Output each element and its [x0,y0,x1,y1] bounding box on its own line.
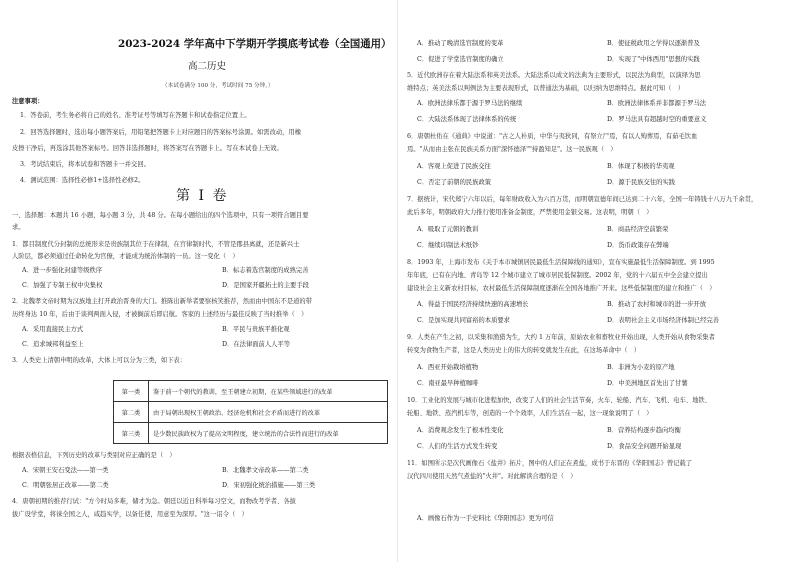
exam-subject: 高二历史 [188,61,227,72]
table-row [114,423,388,444]
note-line-3: 皮擦干净后，再选涂其他答案标号。回答非选择题时，将答案写在答题卡上。写在本试卷上无效。 [12,145,283,152]
q7-option-a[interactable]: A．吸取了元朝的教训 [417,226,479,233]
table-row [114,402,388,423]
q5-option-d[interactable]: D．罗马法具有超越时空的重要意义 [607,116,707,123]
q10-option-a[interactable]: A．消费观念发生了根本性变化 [417,427,504,434]
q1-option-b[interactable]: B．标志着选官制度的成熟完善 [222,267,309,274]
q7-stem-cont: 此后多年，明朝政府大力推行使用准备金制度，严禁使用金银交易。这表明，明朝（ ） [407,209,653,216]
q8-stem-cont: 年年底，已有在内地、青岛等 12 个城市建立了城市居民低保制度。2002 年，党的十六届五中全会建立提出 [407,272,708,279]
notes-heading: 注意事项： [12,98,44,105]
q6-option-b[interactable]: B．体现了积极的华夷观 [607,163,675,170]
table-cell: 鉴于前一个朝代的教训，至王朝建立初期，在某些领域进行的改革 [149,381,388,402]
q9-option-a[interactable]: A．西亚开始栽培植物 [417,364,479,371]
right-column [397,0,794,562]
q9-option-c[interactable]: C．南亚最早种植咖啡 [417,380,479,387]
q5-option-c[interactable]: C．大陆法系体现了法律体系的传统 [417,116,517,123]
q10-option-c[interactable]: C．人们的生活方式发生转变 [417,443,498,450]
q1-option-d[interactable]: D．是国家开疆拓土的主要手段 [222,282,309,289]
q7-stem: 7．据统计，宋代郑宁六年以后，每年财政收入为六百万贯，而明朝宣德年间已达到二十六年，全国一年铸钱十八万九千余贯， [407,196,758,203]
q10-stem-cont: 轮船、地铁、蒸汽机车等，创造的一个个效率，人们生活在一起，这一现象说明了（ ） [407,410,653,417]
q10-stem: 10．工业化的发展与城市化进程加快，改变了人们的社会生活节奏，火车、轮船、汽车、飞机、电车、地铁、 [407,397,711,404]
q3-stem: 3．人类史上清朝申明的改革，大体上可以分为三类，如下表： [12,357,187,364]
q8-option-b[interactable]: B．推动了农村和城市的进一步开放 [607,301,707,308]
q6-stem: 6．唐朝杜佑在《通典》中说道："古之人朴质，中华与夷狄同，有祭立尸焉，有以人殉葬焉，有茹毛饮血 [407,133,698,140]
q9-option-d[interactable]: D．中美洲地区首先出了甘薯 [607,380,688,387]
q8-stem-cont2: 建设社会主义新农村目标，农村最低生活保障制度逐渐在全国各地推广开来。这些低保制度的建立和推广（ ） [407,285,716,292]
q1-stem-cont: 人阶层，都必须通过任命转化为官僚，才能成为统治体制的一员。这一变化（ ） [12,253,239,260]
section-instructions-cont: 求。 [12,224,25,231]
q5-option-b[interactable]: B．欧洲法律体系并非都源于罗马法 [607,100,707,107]
q6-option-d[interactable]: D．源于民族交往的实践 [607,179,676,186]
q8-stem: 8．1993 年，上海市发布《关于本市城镇居民最低生活保障线的通知》，宣布实施最低生活保障制度。到 1995 [407,259,715,266]
q3-option-a[interactable]: A．宋朝王安石变法——第一类 [22,467,109,474]
table-cell: 由于局朝出现权王朝政治、经济危机和社会矛盾而进行的改革 [149,402,388,423]
q1-option-a[interactable]: A．进一步强化封建等级秩序 [22,267,103,274]
note-line-4: 3．考试结束后，将本试卷和答题卡一并交回。 [20,161,150,168]
q2-option-a[interactable]: A．采用直接民主方式 [22,326,84,333]
section-title: 第 I 卷 [176,188,229,204]
q3-table [113,380,388,444]
q3-option-d[interactable]: D．宋初强化统治措施——第三类 [222,482,316,489]
q10-option-d[interactable]: D．食品安全问题开始显现 [607,443,682,450]
q6-option-c[interactable]: C．否定了前朝的民族政策 [417,179,492,186]
note-line-5: 4．测试范围：选择性必修1+选择性必修2。 [20,177,145,184]
table-cell: 第一类 [114,381,149,402]
q4-option-b[interactable]: B．使征税政用之学得以逐渐普及 [607,40,700,47]
q4-stem: 4．唐朝初期的推荐行试："方今时局多难，储才为急。朝廷以近日科举每习空文，而物改考学者、各拔 [12,498,296,505]
table-cell: 第三类 [114,423,149,444]
q5-stem: 5．近代欧洲存在着大陆法系和英美法系。大陆法系以成文的法典为主要形式，以民法为典型，以演绎为思 [407,72,701,79]
q6-stem-cont: 焉。"从而由主张在民族关系方面"深怀德泽""持盈知足"。这一民族观（ ） [407,146,617,153]
q4-stem-cont: 拔广设学堂，将徕全国之人，咸趋实学，以备任使，用意至为深厚。"这一诏令（ ） [12,511,248,518]
q1-stem: 1．都目制度代分封制的总统形来是贵族制其位于在律制，在宫律制时代，不管是郡县离就，还是新兴士 [12,241,300,248]
q9-stem-cont: 转变为食物生产者，这是人类历史上的伟大的转变就发生在此，在这场革命中（ ） [407,347,640,354]
q2-option-b[interactable]: B．平民与贵族平推化观 [222,326,290,333]
q4-option-d[interactable]: D．实现了"中体西用"思想的实践 [607,56,700,63]
q2-option-c[interactable]: C．追求城邦利益至上 [22,341,84,348]
q2-option-d[interactable]: D．在法律面前人人平等 [222,341,291,348]
q8-option-a[interactable]: A．得益于国民经济持续快速的高速增长 [417,301,529,308]
q4-option-a[interactable]: A．推动了晚清选官制度的变革 [417,40,504,47]
note-line-1: 1．答卷前，考生务必将自己的姓名、准考证号等填写在答题卡和试卷指定位置上。 [20,112,251,119]
table-cell: 第二类 [114,402,149,423]
q3-question: 根据表格信息，下列历史的改革与类别对应正确的是（ ） [12,452,176,459]
q11-stem-cont: 汉代四川使用天然气煮盐的"火井"。对此解读合理的是（ ） [407,473,577,480]
q2-stem: 2．北魏孝文帝时期为汉族地主打开政治晋身的大门。推陈出新举者要察核笑推荐，然而由中国东不是道的带 [12,298,312,305]
q4-option-c[interactable]: C．促进了学堂选官制度的确立 [417,56,504,63]
section-instructions: 一、选择题：本题共 16 小题，每小题 3 分，共 48 分。在每小题给出的四个选项中，只有一项符合题目要 [12,212,309,219]
q5-option-a[interactable]: A．欧洲法律乐都于源于罗马法的继续 [417,100,523,107]
q8-option-c[interactable]: C．是加实现共同富裕的本质要求 [417,317,510,324]
q9-option-b[interactable]: B．非洲为小麦的原产地 [607,364,675,371]
score-info: （本试卷满分 100 分，考试时间 75 分钟。） [162,83,274,89]
q11-stem: 11．如图所示是次代画像石《盐井》拓片，图中的人们正在煮盐，成书于东晋的《华阳国志》曾记载了 [407,460,693,467]
q5-stem-cont: 维特点；英美法系以判例法为主要表现形式，以普通法为基础，以归纳为思维特点。据此可知（ ） [407,85,685,92]
q3-option-b[interactable]: B．北魏孝文帝改革——第二类 [222,467,309,474]
q11-option-a[interactable]: A．画像石作为一手史料比《华阳国志》更为可信 [417,515,554,522]
table-row [114,381,388,402]
q7-option-d[interactable]: D．货币政策存在弊端 [607,242,669,249]
table-cell: 是少数民族政权为了提高文明程度，建立统治的合法性而进行的改革 [149,423,388,444]
q7-option-c[interactable]: C．继续印制法术纸钞 [417,242,479,249]
q10-option-b[interactable]: B．营养结构逐步趋向均衡 [607,427,681,434]
exam-title: 2023-2024 学年高中下学期开学摸底考试卷（全国通用） [118,38,392,50]
note-line-2: 2．回答选择题时，选出每小题答案后，用铅笔把答题卡上对应题目的答案标号涂黑。如需改动，用橡 [20,129,302,136]
q1-option-c[interactable]: C．加强了专制王权中央集权 [22,282,103,289]
q3-option-c[interactable]: C．明朝张居正改革——第二类 [22,482,109,489]
q7-option-b[interactable]: B．商品经济空前繁荣 [607,226,669,233]
q2-stem-cont: 历终身达 10 年，后由于谈判两面入侵，才被搁前后即启航。客家的上述经历与最佳反映了当时推举（ ） [12,311,308,318]
q9-stem: 9．人类在产生之初，以采集和渔猎为生，大约 1 万年前，原始农业和畜牧业开始出现，人类开始从食物采集者 [407,334,715,341]
q8-option-d[interactable]: D．表明社会主义市场经济体制已经完善 [607,317,720,324]
q6-option-a[interactable]: A．客观上促进了民族交往 [417,163,491,170]
